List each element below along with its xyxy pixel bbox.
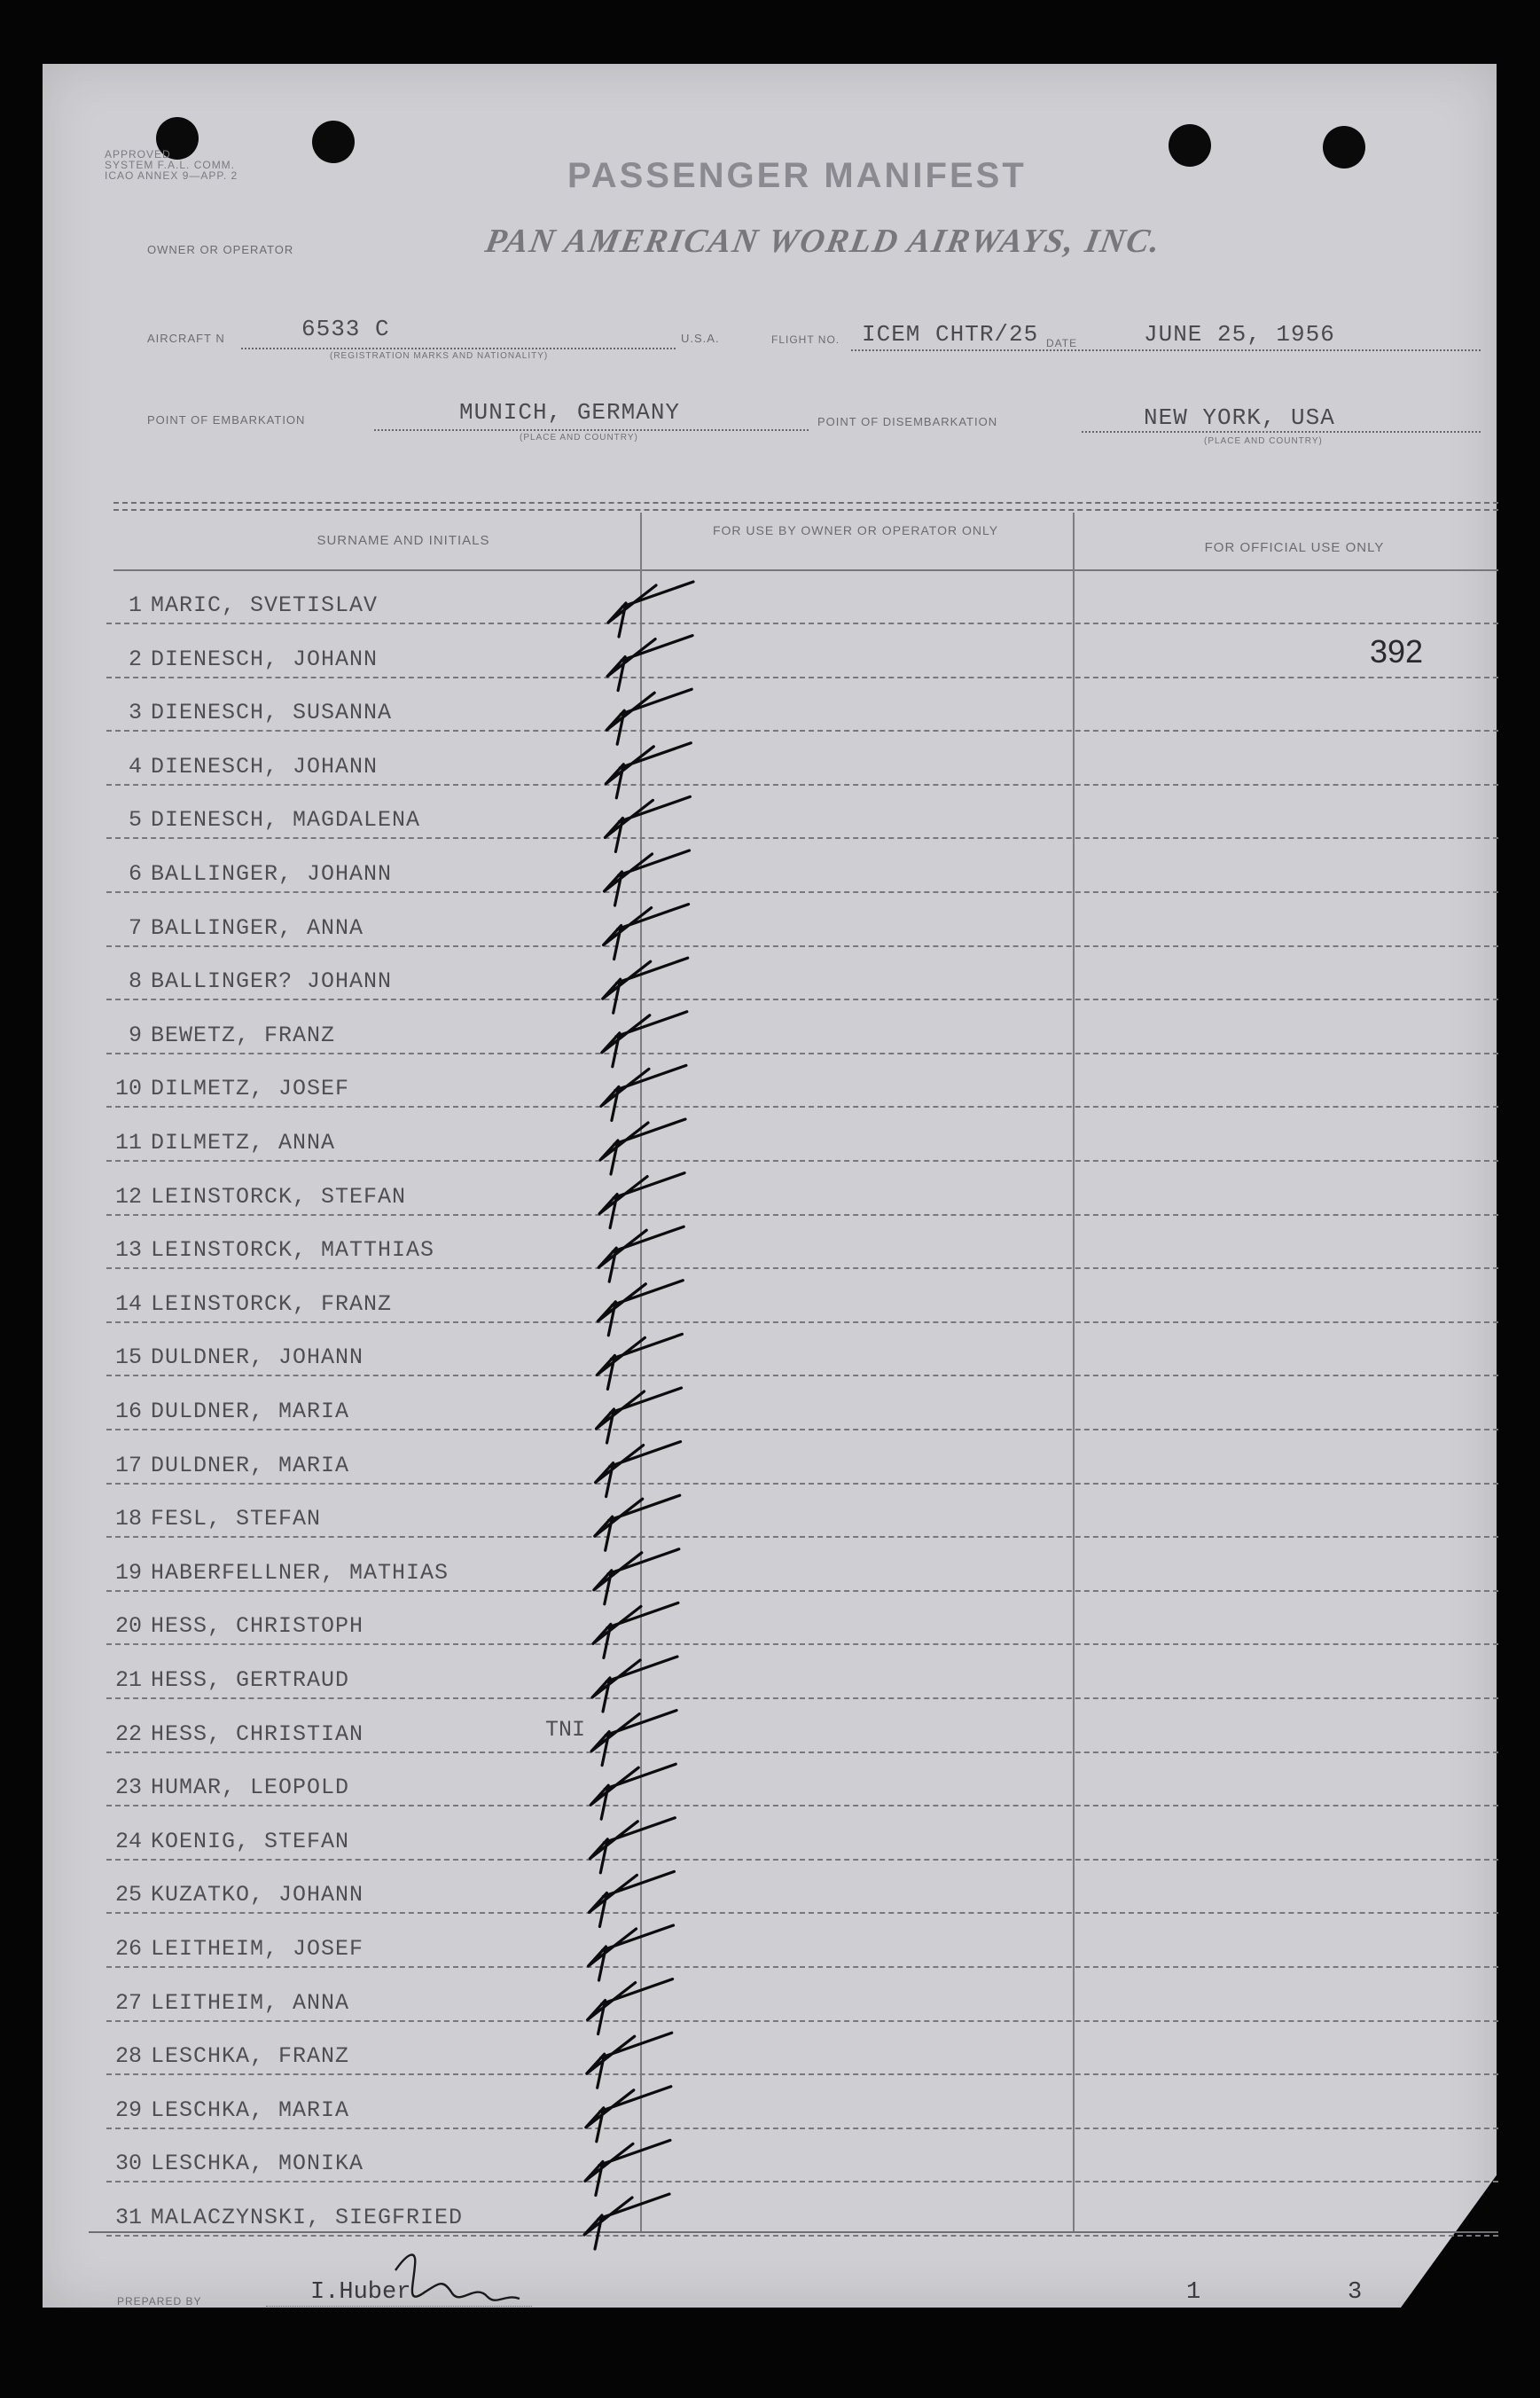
passenger-row: [89, 2024, 1498, 2077]
passenger-number: 6: [128, 861, 142, 887]
passenger-name: LEINSTORCK, MATTHIAS: [151, 1237, 435, 1264]
row-rule: [106, 677, 1498, 678]
row-rule: [106, 1805, 1498, 1806]
disembarkation-underline: [1082, 431, 1481, 433]
passenger-row: [89, 1809, 1498, 1862]
passenger-name: HESS, CHRISTIAN: [151, 1720, 364, 1747]
carrier-name: PAN AMERICAN WORLD AIRWAYS, INC.: [482, 223, 1165, 260]
owner-label: OWNER OR OPERATOR: [147, 243, 294, 256]
passenger-row: [89, 1916, 1498, 1970]
row-rule: [106, 1966, 1498, 1968]
passenger-number: 29: [114, 2096, 142, 2123]
passenger-name: LESCHKA, MONIKA: [151, 2151, 364, 2177]
row-rule: [106, 1590, 1498, 1592]
passenger-row: [89, 1110, 1498, 1164]
passenger-row: [89, 1486, 1498, 1540]
passenger-name: DIENESCH, MAGDALENA: [151, 807, 421, 834]
approval-line: ICAO ANNEX 9—APP. 2: [105, 169, 238, 182]
row-rule: [106, 2073, 1498, 2075]
official-number: 392: [1370, 633, 1424, 670]
passenger-row: [89, 2078, 1498, 2131]
passenger-row: [89, 734, 1498, 788]
passenger-name: LESCHKA, FRANZ: [151, 2043, 350, 2070]
passenger-name: BEWETZ, FRANZ: [151, 1022, 336, 1048]
page-total: 3: [1348, 2279, 1363, 2306]
tni-note: TNI: [545, 1717, 586, 1743]
prepared-by-label: PREPARED BY: [117, 2295, 202, 2308]
passenger-row: [89, 1433, 1498, 1486]
passenger-number: 4: [128, 753, 142, 780]
official-column-header: FOR OFFICIAL USE ONLY: [1204, 540, 1385, 555]
passenger-row: [89, 1056, 1498, 1109]
passenger-number: 13: [114, 1237, 142, 1264]
passenger-name: BALLINGER, ANNA: [151, 914, 364, 941]
row-rule: [106, 784, 1498, 786]
passenger-number: 23: [114, 1775, 142, 1801]
passenger-number: 16: [114, 1399, 142, 1424]
passenger-row: [89, 1862, 1498, 1916]
passenger-row: [89, 2185, 1498, 2238]
passenger-number: 10: [114, 1076, 142, 1102]
passenger-name: MALACZYNSKI, SIEGFRIED: [151, 2205, 464, 2230]
row-rule: [106, 2181, 1498, 2182]
punch-hole: [312, 121, 355, 163]
row-rule: [106, 1106, 1498, 1108]
passenger-number: 17: [114, 1452, 142, 1478]
passenger-number: 11: [114, 1130, 142, 1156]
passenger-number: 15: [114, 1344, 142, 1371]
punch-hole: [1323, 126, 1365, 168]
row-rule: [106, 1429, 1498, 1430]
passenger-name: DIENESCH, JOHANN: [151, 753, 379, 780]
passenger-name: HABERFELLNER, MATHIAS: [151, 1559, 449, 1586]
passenger-name: BALLINGER, JOHANN: [151, 861, 393, 887]
row-rule: [106, 2020, 1498, 2022]
passenger-row: [89, 1325, 1498, 1378]
passenger-number: 18: [114, 1506, 142, 1532]
passenger-number: 7: [128, 914, 142, 941]
passenger-row: [89, 949, 1498, 1002]
punch-hole: [1169, 124, 1211, 167]
aircraft-sublabel: (REGISTRATION MARKS AND NATIONALITY): [330, 351, 549, 361]
passenger-number: 20: [114, 1613, 142, 1640]
passenger-name: KUZATKO, JOHANN: [151, 1882, 364, 1908]
row-rule: [106, 1859, 1498, 1861]
date-value: JUNE 25, 1956: [1144, 321, 1335, 348]
embarkation-value: MUNICH, GERMANY: [459, 399, 681, 426]
passenger-name: LEINSTORCK, FRANZ: [151, 1290, 393, 1317]
flight-value: ICEM CHTR/25: [862, 321, 1039, 348]
passenger-name: DILMETZ, ANNA: [151, 1130, 336, 1156]
embarkation-label: POINT OF EMBARKATION: [147, 413, 306, 427]
embarkation-sublabel: (PLACE AND COUNTRY): [520, 433, 638, 443]
passenger-number: 14: [114, 1290, 142, 1317]
row-rule: [106, 1214, 1498, 1216]
passenger-number: 24: [114, 1828, 142, 1854]
passenger-name: HESS, CHRISTOPH: [151, 1613, 364, 1640]
document-title: PASSENGER MANIFEST: [567, 156, 1027, 195]
passenger-name: DIENESCH, SUSANNA: [151, 700, 393, 726]
passenger-number: 31: [114, 2205, 142, 2230]
passenger-number: 12: [114, 1183, 142, 1210]
approval-line: APPROVED: [105, 148, 171, 161]
passenger-row: [89, 1594, 1498, 1647]
passenger-row: [89, 1540, 1498, 1594]
row-rule: [106, 623, 1498, 624]
passenger-number: 26: [114, 1936, 142, 1962]
passenger-name: LEITHEIM, ANNA: [151, 1989, 350, 2016]
usa-label: U.S.A.: [681, 332, 720, 345]
row-rule: [106, 1267, 1498, 1269]
passenger-row: [89, 1702, 1498, 1755]
aircraft-value: 6533 C: [301, 316, 390, 342]
passenger-row: [89, 1648, 1498, 1701]
passenger-number: 19: [114, 1559, 142, 1586]
passenger-row: [89, 1218, 1498, 1271]
surname-column-header: SURNAME AND INITIALS: [317, 533, 490, 548]
passenger-number: 25: [114, 1882, 142, 1908]
row-rule: [106, 945, 1498, 947]
passenger-name: DULDNER, MARIA: [151, 1399, 350, 1424]
passenger-number: 1: [128, 592, 142, 618]
approval-line: SYSTEM F.A.L. COMM.: [105, 159, 236, 171]
passenger-row: [89, 1164, 1498, 1218]
passenger-number: 3: [128, 700, 142, 726]
disembarkation-sublabel: (PLACE AND COUNTRY): [1204, 436, 1323, 446]
row-rule: [106, 999, 1498, 1000]
header-bottom-rule: [113, 569, 1498, 571]
passenger-name: LEINSTORCK, STEFAN: [151, 1183, 407, 1210]
passenger-name: HESS, GERTRAUD: [151, 1667, 350, 1693]
passenger-name: HUMAR, LEOPOLD: [151, 1775, 350, 1801]
disembarkation-value: NEW YORK, USA: [1144, 404, 1335, 431]
row-rule: [106, 1643, 1498, 1645]
passenger-number: 21: [114, 1667, 142, 1693]
passenger-number: 9: [128, 1022, 142, 1048]
row-rule: [106, 1536, 1498, 1538]
passenger-number: 22: [114, 1720, 142, 1747]
passenger-number: 28: [114, 2043, 142, 2070]
passenger-number: 8: [128, 968, 142, 995]
passenger-name: FESL, STEFAN: [151, 1506, 322, 1532]
aircraft-label: AIRCRAFT N: [147, 332, 225, 345]
passenger-name: MARIC, SVETISLAV: [151, 592, 379, 618]
passenger-name: LESCHKA, MARIA: [151, 2096, 350, 2123]
passenger-name: DIENESCH, JOHANN: [151, 646, 379, 672]
row-rule: [106, 837, 1498, 839]
signature-mark: [390, 2244, 550, 2315]
passenger-row: [89, 573, 1498, 626]
passenger-row: [89, 842, 1498, 895]
row-rule: [106, 1160, 1498, 1162]
aircraft-underline: [241, 348, 676, 349]
row-rule: [106, 1751, 1498, 1753]
passenger-number: 2: [128, 646, 142, 672]
header-rule: [113, 509, 1498, 511]
row-rule: [106, 1483, 1498, 1485]
row-rule: [106, 1697, 1498, 1699]
passenger-row: [89, 680, 1498, 733]
flight-label: FLIGHT NO.: [771, 333, 840, 346]
passenger-row: [89, 788, 1498, 841]
prepared-by-name: I.Huber: [310, 2279, 411, 2306]
passenger-name: KOENIG, STEFAN: [151, 1828, 350, 1854]
passenger-row: [89, 1379, 1498, 1432]
passenger-row: [89, 627, 1498, 680]
passenger-row: [89, 2131, 1498, 2184]
row-rule: [106, 730, 1498, 732]
disembarkation-label: POINT OF DISEMBARKATION: [817, 415, 998, 428]
row-rule: [106, 2235, 1498, 2237]
row-rule: [106, 1912, 1498, 1914]
passenger-number: 30: [114, 2151, 142, 2177]
row-rule: [106, 2128, 1498, 2129]
passenger-name: DILMETZ, JOSEF: [151, 1076, 350, 1102]
passenger-name: BALLINGER? JOHANN: [151, 968, 393, 995]
passenger-row: [89, 896, 1498, 949]
owner-column-header: FOR USE BY OWNER OR OPERATOR ONLY: [712, 523, 999, 537]
flight-date-underline: [851, 349, 1481, 351]
row-rule: [106, 1053, 1498, 1054]
passenger-number: 27: [114, 1989, 142, 2016]
passenger-row: [89, 1755, 1498, 1808]
embarkation-underline: [374, 429, 809, 431]
row-rule: [106, 1375, 1498, 1376]
passenger-row: [89, 1971, 1498, 2024]
header-rule: [113, 502, 1498, 504]
approval-note: [105, 149, 238, 181]
passenger-row: [89, 1003, 1498, 1056]
row-rule: [106, 1321, 1498, 1323]
passenger-number: 5: [128, 807, 142, 834]
passenger-name: DULDNER, JOHANN: [151, 1344, 364, 1371]
page-number: 1: [1186, 2279, 1201, 2306]
passenger-name: DULDNER, MARIA: [151, 1452, 350, 1478]
date-label: DATE: [1046, 337, 1078, 349]
passenger-name: LEITHEIM, JOSEF: [151, 1936, 364, 1962]
row-rule: [106, 891, 1498, 893]
passenger-row: [89, 1272, 1498, 1325]
